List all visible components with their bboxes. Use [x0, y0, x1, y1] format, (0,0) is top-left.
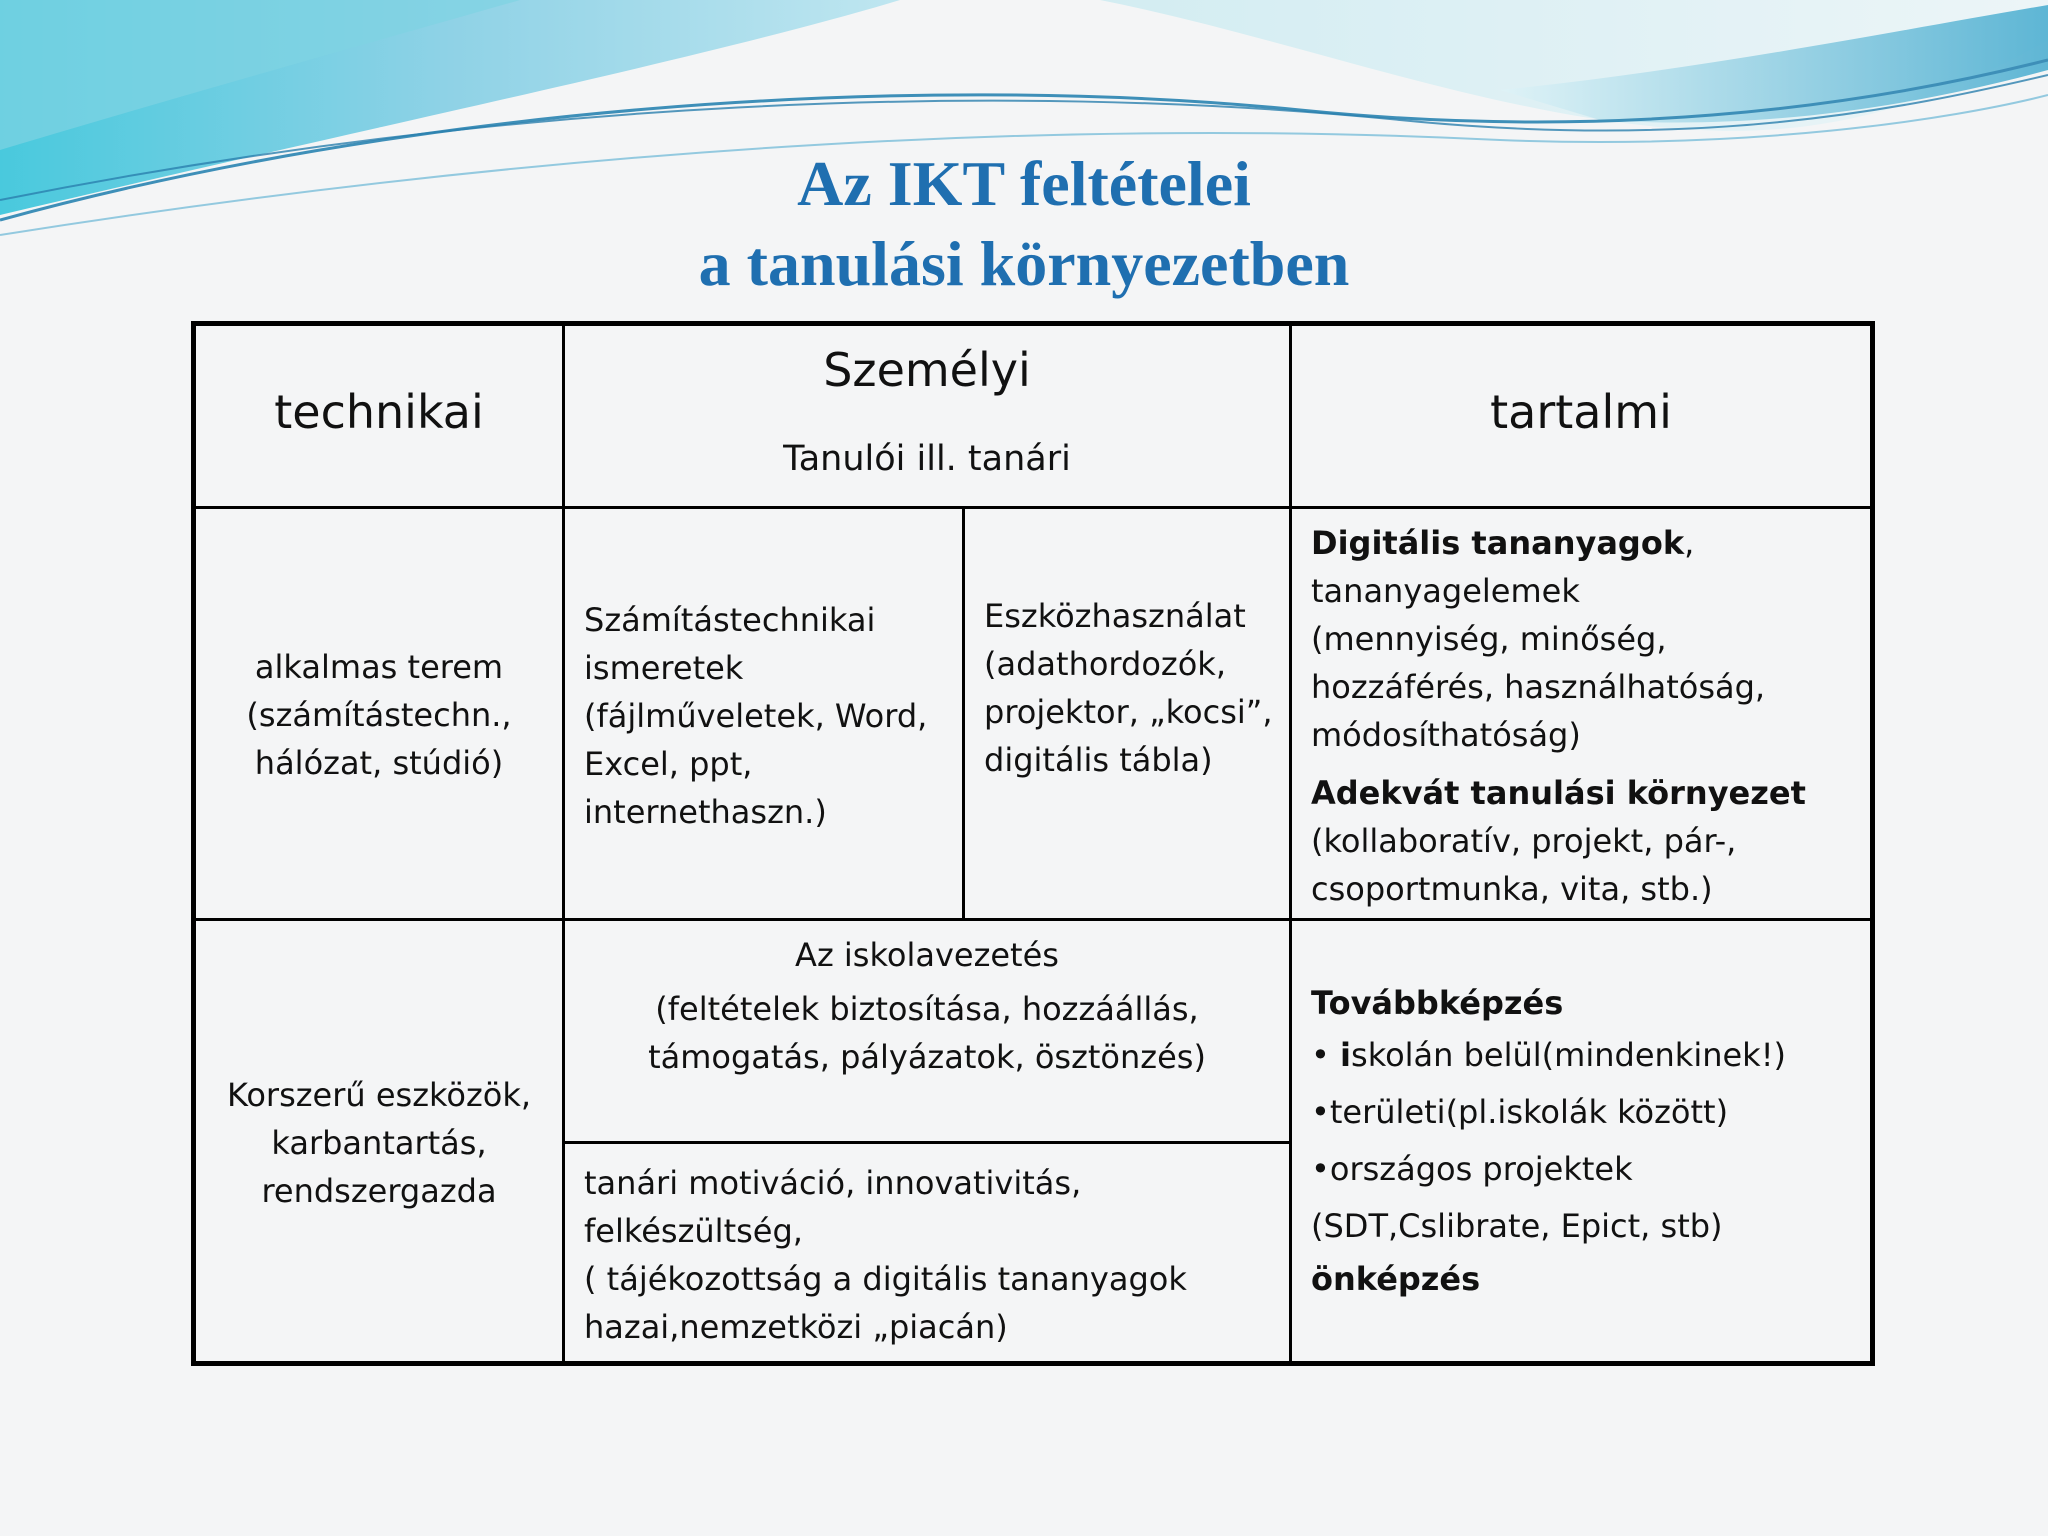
row-divider: [191, 918, 1875, 921]
text-line: digitális tábla): [984, 741, 1213, 779]
text-line: hálózat, stúdió): [254, 744, 504, 782]
text-line: Eszközhasználat: [984, 597, 1246, 635]
cell-technical-room: [196, 643, 562, 787]
cell-school-leadership: [565, 931, 1289, 1081]
bold-text: Továbbképzés: [1311, 984, 1564, 1022]
column-divider: [1289, 321, 1292, 1366]
cell-modern-devices: [196, 1071, 562, 1215]
text-fragment: ,: [1684, 524, 1695, 562]
text-line: (fájlműveletek, Word,: [584, 697, 928, 735]
bullet-item: •területi(pl.iskolák között): [1311, 1093, 1729, 1131]
text-fragment: skolán belül(mindenkinek!): [1351, 1036, 1787, 1074]
text-line: internethaszn.): [584, 793, 827, 831]
cell-digital-content: [1311, 519, 1871, 913]
bullet: •: [1311, 1036, 1341, 1074]
text-line: Számítástechnikai: [584, 601, 876, 639]
text-line: Az iskolavezetés: [795, 936, 1059, 974]
cell-teacher-motivation: [584, 1159, 1284, 1351]
bullet-item: [1311, 1027, 1871, 1084]
text-line: tananyagelemek: [1311, 572, 1580, 610]
text-line: (kollaboratív, projekt, pár-,: [1311, 822, 1737, 860]
text-line: ( tájékozottság a digitális tananyagok: [584, 1260, 1187, 1298]
text-line: Excel, ppt,: [584, 745, 753, 783]
text-line: alkalmas terem: [254, 648, 504, 686]
text-line: támogatás, pályázatok, ösztönzés): [648, 1038, 1206, 1076]
page-title-line2: a tanulási környezetben: [698, 228, 1350, 299]
column-divider: [962, 506, 965, 918]
text-line: tanári motiváció, innovativitás,: [584, 1164, 1082, 1202]
text-line: [1311, 519, 1871, 567]
conditions-table: [191, 321, 1875, 1366]
cell-it-skills: [584, 596, 962, 836]
bold-text: i: [1340, 1036, 1352, 1074]
adequate-environment-heading: [1311, 769, 1871, 817]
text-line: hozzáférés, használhatóság,: [1311, 668, 1766, 706]
header-personal-sub: Tanulói ill. tanári: [783, 439, 1071, 479]
header-content: tartalmi: [1490, 385, 1672, 439]
row-divider: [562, 1141, 1289, 1144]
text-line: (mennyiség, minőség,: [1311, 620, 1667, 658]
text-line: (adathordozók,: [984, 645, 1226, 683]
text-line: (számítástechn.,: [246, 696, 512, 734]
digital-materials-heading: Digitális tananyagok: [1311, 524, 1685, 562]
text-line: csoportmunka, vita, stb.): [1311, 870, 1713, 908]
text-line: karbantartás,: [271, 1124, 487, 1162]
header-personal: Személyi: [823, 343, 1031, 397]
text-line: Korszerű eszközök,: [226, 1076, 532, 1114]
self-training: [1311, 1255, 1871, 1303]
bold-text: önképzés: [1311, 1260, 1481, 1298]
bold-text: Adekvát tanulási környezet: [1311, 774, 1806, 812]
text-line: (feltételek biztosítása, hozzáállás,: [655, 990, 1199, 1028]
cell-device-use: [984, 592, 1289, 784]
text-line: (SDT,Cslibrate, Epict, stb): [1311, 1207, 1723, 1245]
bullet-item: •országos projektek: [1311, 1150, 1633, 1188]
text-line: módosíthatóság): [1311, 716, 1581, 754]
training-heading: [1311, 979, 1871, 1027]
header-technical: technikai: [274, 385, 484, 439]
text-line: felkészültség,: [584, 1212, 803, 1250]
background-waves: [0, 0, 2048, 260]
text-line: ismeretek: [584, 649, 744, 687]
text-line: projektor, „kocsi”,: [984, 693, 1273, 731]
text-line: hazai,nemzetközi „piacán): [584, 1308, 1008, 1346]
cell-further-training: [1311, 979, 1871, 1303]
row-divider: [191, 506, 1875, 509]
page-title-line1: Az IKT feltételei: [797, 148, 1251, 219]
text-line: rendszergazda: [261, 1172, 497, 1210]
